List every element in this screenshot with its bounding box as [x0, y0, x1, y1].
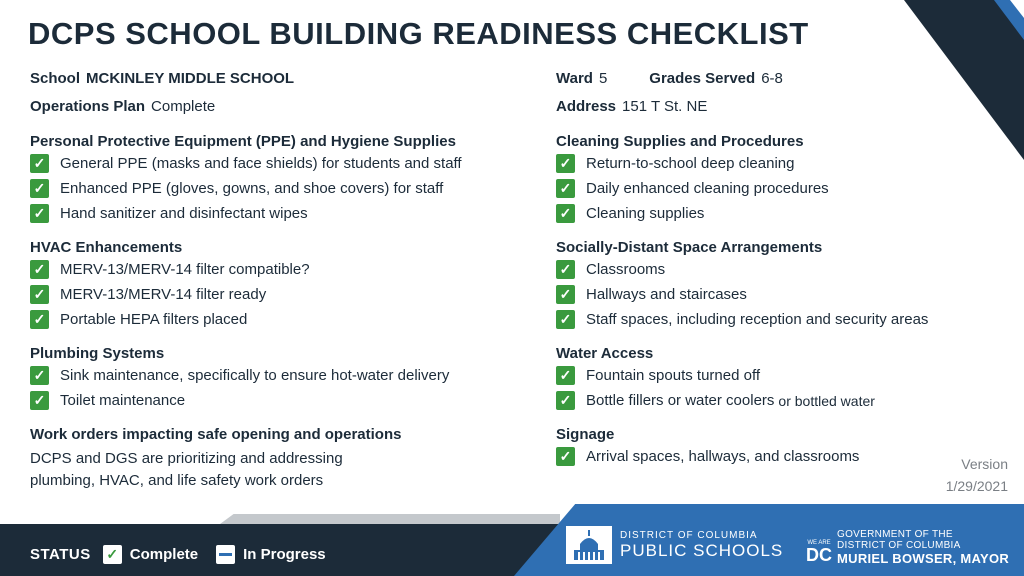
in-progress-legend-label: In Progress [243, 546, 326, 563]
ward-value: 5 [598, 69, 608, 87]
status-label: STATUS [30, 546, 91, 563]
gov-line-1: GOVERNMENT OF THE [837, 529, 953, 540]
checkmark-icon: ✓ [30, 285, 49, 304]
operations-plan-row [30, 92, 530, 120]
ward-label: Ward [556, 69, 593, 87]
school-row [30, 64, 530, 92]
checklist-item: ✓ Enhanced PPE (gloves, gowns, and shoe covers) for staff [30, 176, 530, 201]
address-label: Address [556, 97, 617, 115]
address-value: 151 T St. NE [622, 97, 708, 115]
status-legend [30, 545, 344, 564]
checklist-item: ✓ Staff spaces, including reception and security areas [556, 307, 996, 332]
checklist-item: ✓ Cleaning supplies [556, 201, 996, 226]
right-column [556, 64, 996, 469]
checklist-item: ✓ Portable HEPA filters placed [30, 307, 530, 332]
version-label: Version [961, 456, 1008, 472]
checklist-item: ✓ Fountain spouts turned off [556, 363, 996, 388]
checkmark-icon: ✓ [30, 310, 49, 329]
dc-government-logo [805, 529, 1009, 566]
checkmark-icon: ✓ [30, 366, 49, 385]
checklist-item: ✓ Daily enhanced cleaning procedures [556, 176, 996, 201]
checklist-item: ✓ Bottle fillers or water coolers or bottled water [556, 388, 996, 413]
ppe-section-title: Personal Protective Equipment (PPE) and Hygiene Supplies [30, 132, 456, 150]
page-title: DCPS SCHOOL BUILDING READINESS CHECKLIST [28, 16, 809, 51]
dcps-logo-small-text: DISTRICT OF COLUMBIA [620, 529, 758, 541]
dcps-logo [566, 526, 783, 564]
checklist-item: ✓ MERV-13/MERV-14 filter compatible? [30, 257, 530, 282]
work-orders-text: DCPS and DGS are prioritizing and addressing plumbing, HVAC, and life safety work orders [30, 450, 343, 489]
grades-label: Grades Served [649, 69, 756, 87]
address-row [556, 92, 996, 120]
version-info [946, 453, 1008, 497]
work-orders-section-title: Work orders impacting safe opening and operations [30, 425, 402, 443]
checkmark-icon: ✓ [556, 204, 575, 223]
school-label: School [30, 69, 81, 87]
gov-line-2: DISTRICT OF COLUMBIA [837, 540, 961, 551]
plumbing-section-title: Plumbing Systems [30, 344, 165, 362]
checklist-item: ✓ Hallways and staircases [556, 282, 996, 307]
capitol-building-icon [566, 526, 612, 564]
checklist-item: ✓ Classrooms [556, 257, 996, 282]
version-date: 1/29/2021 [945, 478, 1008, 494]
signage-section-title: Signage [556, 425, 615, 443]
checklist-item: ✓ Hand sanitizer and disinfectant wipes [30, 201, 530, 226]
checkmark-icon: ✓ [30, 179, 49, 198]
ward-grades-row [556, 64, 996, 92]
checkmark-icon: ✓ [556, 310, 575, 329]
checkmark-icon: ✓ [556, 285, 575, 304]
operations-plan-value: Complete [151, 97, 216, 115]
checklist-item: ✓ MERV-13/MERV-14 filter ready [30, 282, 530, 307]
checkmark-icon: ✓ [556, 260, 575, 279]
checklist-item: ✓ Return-to-school deep cleaning [556, 151, 996, 176]
complete-legend-label: Complete [129, 546, 199, 563]
grades-value: 6-8 [761, 69, 783, 87]
dc-mark-icon: WE ARE DC [806, 540, 832, 565]
operations-plan-label: Operations Plan [30, 97, 146, 115]
in-progress-icon [216, 545, 235, 564]
water-extra-note: or bottled water [778, 392, 875, 409]
mayor-name: MURIEL BOWSER, MAYOR [837, 551, 1010, 566]
cleaning-section-title: Cleaning Supplies and Procedures [556, 132, 804, 150]
complete-check-icon: ✓ [103, 545, 122, 564]
checklist-item: ✓ General PPE (masks and face shields) for students and staff [30, 151, 530, 176]
checkmark-icon: ✓ [556, 179, 575, 198]
checklist-item: ✓ Sink maintenance, specifically to ensure hot-water delivery [30, 363, 530, 388]
checkmark-icon: ✓ [556, 154, 575, 173]
hvac-section-title: HVAC Enhancements [30, 238, 183, 256]
dcps-logo-big-text: PUBLIC SCHOOLS [620, 540, 784, 560]
checkmark-icon: ✓ [30, 154, 49, 173]
school-value: MCKINLEY MIDDLE SCHOOL [86, 69, 295, 87]
checklist-item: ✓ Toilet maintenance [30, 388, 530, 413]
water-section-title: Water Access [556, 344, 654, 362]
checklist-item: ✓ Arrival spaces, hallways, and classrooms [556, 444, 996, 469]
checkmark-icon: ✓ [30, 204, 49, 223]
checkmark-icon: ✓ [556, 366, 575, 385]
checkmark-icon: ✓ [30, 260, 49, 279]
footer [0, 504, 1024, 576]
checkmark-icon: ✓ [30, 391, 49, 410]
left-column [30, 64, 530, 492]
spaces-section-title: Socially-Distant Space Arrangements [556, 238, 823, 256]
checkmark-icon: ✓ [556, 447, 575, 466]
checkmark-icon: ✓ [556, 391, 575, 410]
